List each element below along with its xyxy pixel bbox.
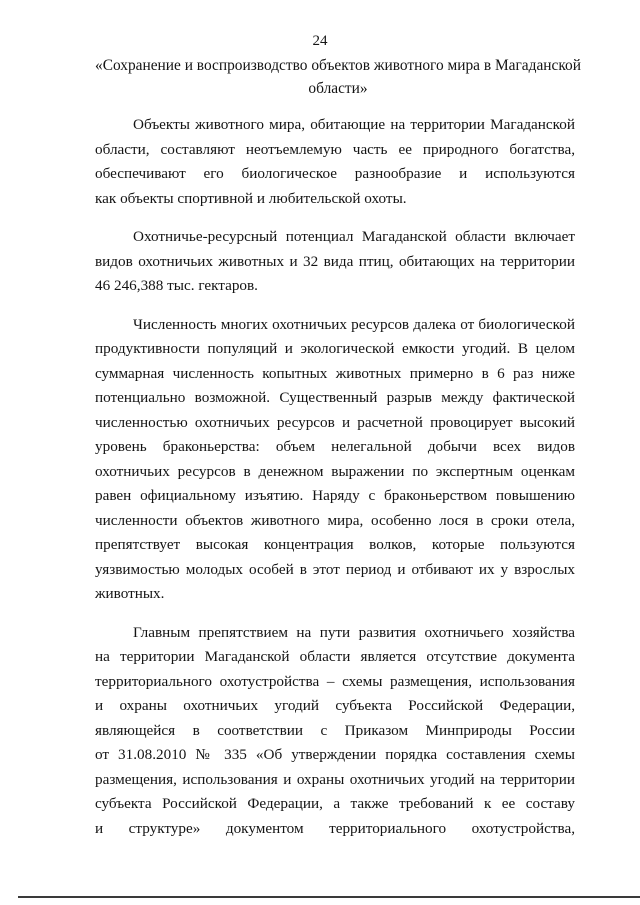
paragraph-line: области, составляют неотъемлемую часть ее природного богатства, (95, 140, 575, 158)
body-text (95, 113, 575, 841)
paragraph-line: суммарная численность копытных животных примерно в 6 раз ниже (95, 364, 575, 382)
paragraph-line: охотничьих ресурсов в денежном выражении по экспертным оценкам (95, 462, 575, 480)
paragraph-2 (95, 225, 575, 299)
paragraph-line: от 31.08.2010 № 335 «Об утверждении порядка составления схемы (95, 746, 575, 763)
paragraph-line: и структуре» документом территориального охотустройства, (95, 819, 575, 837)
section-heading-line-2: области» (308, 80, 368, 97)
paragraph-line: численности объектов животного мира, особенно лося в сроки отела, (95, 511, 575, 529)
paragraph-line: животных. (95, 585, 165, 602)
paragraph-line: на территории Магаданской области является отсутствие документа (95, 648, 575, 665)
paragraph-line: 46 246,388 тыс. гектаров. (95, 277, 258, 294)
paragraph-line: обеспечивают его биологическое разнообразие и используются (95, 165, 575, 182)
paragraph-line: равен официальному изъятию. Наряду с браконьерством повышению (95, 487, 575, 504)
paragraph-line: субъекта Российской Федерации, а также требований к ее составу (95, 795, 575, 812)
paragraph-line: уязвимостью молодых особей в этот период и отбивают их у взрослых (95, 560, 575, 578)
paragraph-line: Главным препятствием на пути развития охотничьего хозяйства (133, 623, 575, 641)
paragraph-3 (95, 313, 575, 607)
paragraph-line: уровень браконьерства: объем нелегальной добычи всех видов (95, 438, 575, 455)
section-heading-line-1: «Сохранение и воспроизводство объектов животного мира в Магаданской (95, 57, 581, 74)
paragraph-line: Численность многих охотничьих ресурсов далека от биологической (133, 315, 575, 333)
paragraph-line: Охотничье-ресурсный потенциал Магаданской области включает (133, 228, 575, 245)
paragraph-line: Объекты животного мира, обитающие на территории Магаданской (133, 116, 575, 133)
paragraph-line: как объекты спортивной и любительской охоты. (95, 189, 407, 207)
paragraph-line: продуктивности популяций и экологической емкости угодий. В целом (95, 340, 575, 357)
paragraph-line: потенциально возможной. Существенный разрыв между фактической (95, 389, 575, 406)
paragraph-line: видов охотничьих животных и 32 вида птиц, обитающих на территории (95, 252, 575, 270)
paragraph-line: являющейся в соответствии с Приказом Минприроды России (95, 721, 575, 739)
scan-edge-line (18, 896, 640, 898)
paragraph-4 (95, 621, 575, 842)
paragraph-line: и охраны охотничьих угодий субъекта Российской Федерации, (95, 697, 575, 714)
paragraph-line: препятствует высокая концентрация волков, которые пользуются (95, 536, 575, 553)
section-heading (88, 54, 588, 100)
paragraph-line: размещения, использования и охраны охотничьих угодий на территории (95, 770, 575, 788)
page-number: 24 (312, 33, 328, 49)
paragraph-line: численностью охотничьих ресурсов и расчетной провоцирует высокий (95, 413, 575, 431)
paragraph-line: территориального охотустройства – схемы размещения, использования (95, 672, 575, 690)
paragraph-1 (95, 113, 575, 211)
